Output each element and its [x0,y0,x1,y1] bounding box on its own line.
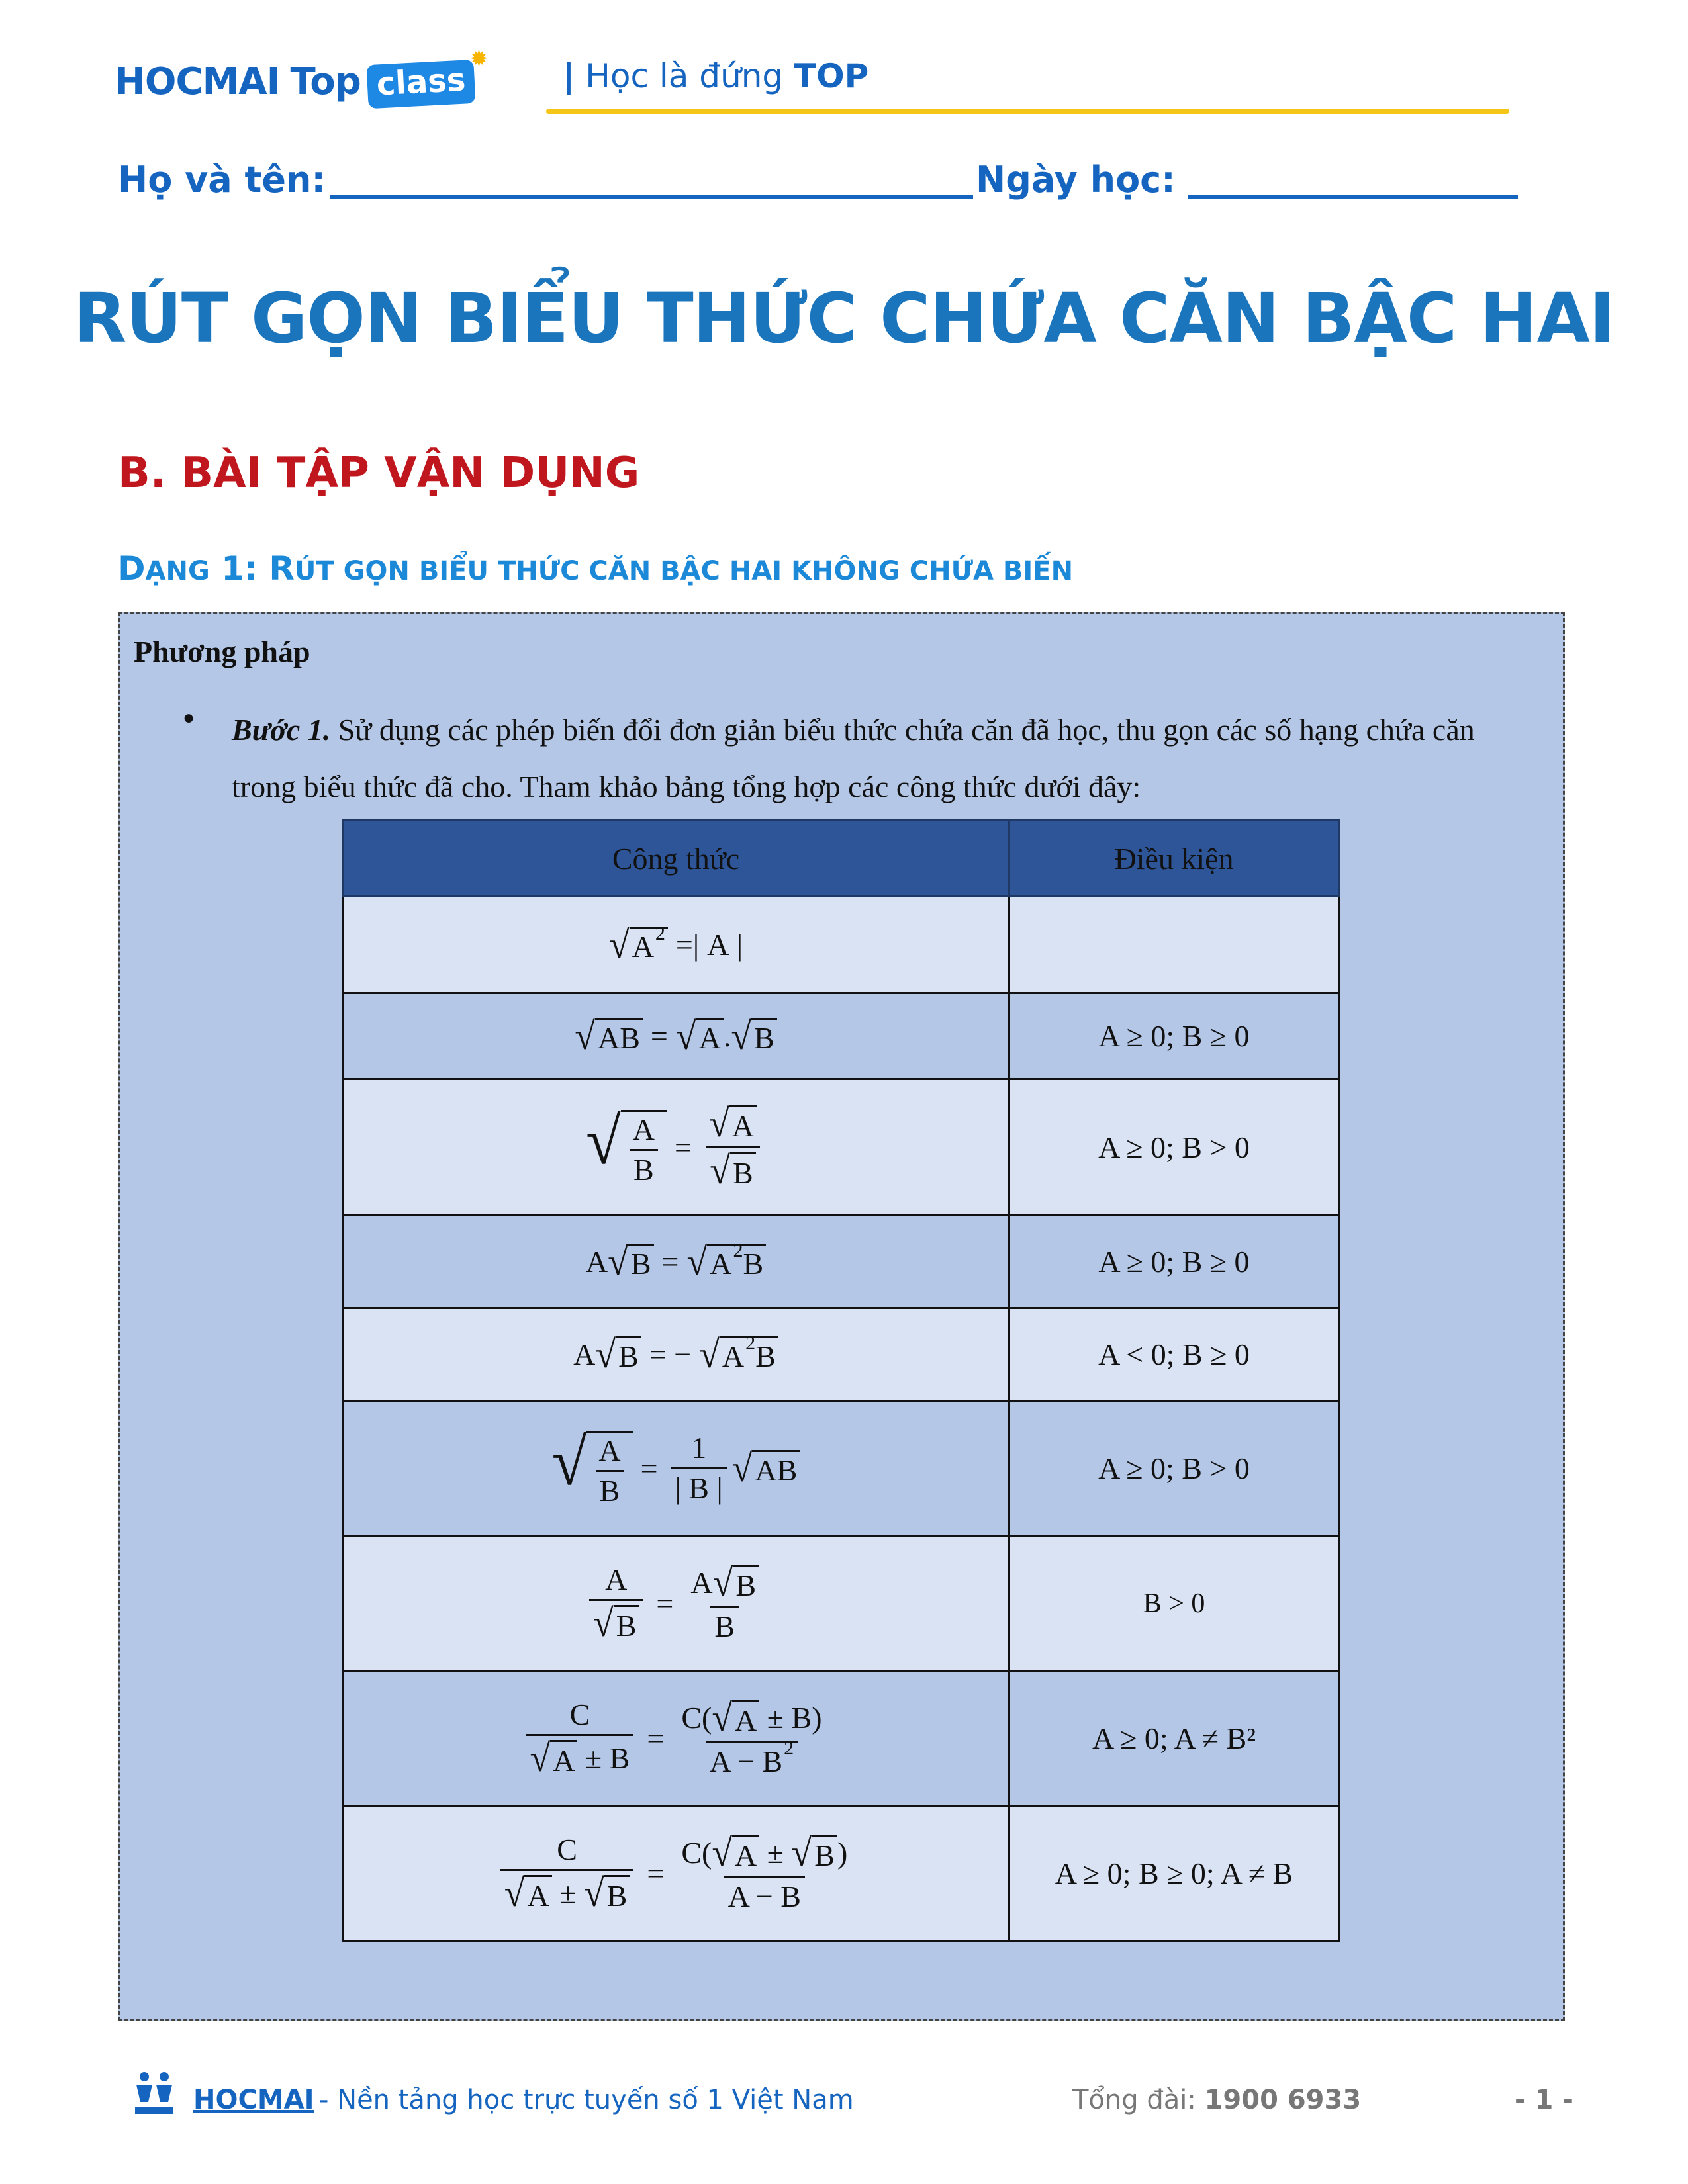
table-header-formula: Công thức [343,821,1009,897]
formula-rationalize-denominator: A √ B = A √ B B [584,1565,768,1642]
table-row [343,1216,1339,1308]
subsection-d: D [118,549,146,588]
step-body: Sử dụng các phép biến đổi đơn giản biểu thức chứa căn đã học, thu gọn các số hạng chứa căn trong biểu thức đã cho. Tham khảo bảng tổng hợp các công thức dưới đây: [232,713,1475,803]
method-title: Phương pháp [134,635,310,668]
hotline-label: Tổng đài: [1072,2085,1205,2115]
date-label: Ngày học: [976,159,1176,201]
formula-cell [343,897,1009,993]
logo-top: Top [290,60,361,103]
table-row [343,1671,1339,1806]
formula-cell [343,993,1009,1079]
slogan-text: Học là đứng [585,57,784,95]
formula-sqrt-quotient: √ $\frac{A}{B}$ = √ A √ B [586,1105,766,1189]
formula-cell [343,1401,1009,1536]
step-paragraph [232,702,1536,815]
table-row [343,897,1339,993]
formula-sqrt-product: √ AB = √ A . √ B [575,1018,776,1055]
condition-cell: A ≥ 0; B ≥ 0 [1009,993,1339,1079]
bullet-icon: ● [183,707,195,729]
formula-factor-in-negative: A √ B = − √ A 2 B [573,1336,778,1373]
footer-hotline [1072,2085,1361,2115]
name-label: Họ và tên: [118,159,326,201]
formula-cell [343,1308,1009,1401]
logo-brand: HOCMAI [115,60,280,103]
page-title: RÚT GỌN BIỂU THỨC CHỨA CĂN BẬC HAI [73,278,1615,359]
gear-icon: ✹ [469,46,489,71]
table-row [343,1806,1339,1941]
table-row [343,1079,1339,1216]
condition-cell: A ≥ 0; B ≥ 0 [1009,1216,1339,1308]
formula-cell [343,1216,1009,1308]
condition-cell: A < 0; B ≥ 0 [1009,1308,1339,1401]
formula-cell [343,1671,1009,1806]
footer-brand-link[interactable]: HOCMAI [193,2085,314,2115]
table-row [343,1401,1339,1536]
formula-sqrt-a-squared: √ A 2 =| A | [608,923,743,967]
condition-cell: A ≥ 0; B ≥ 0; A ≠ B [1009,1806,1339,1941]
subsection-heading [118,549,1073,588]
formula-cell [343,1079,1009,1216]
table-row [343,993,1339,1079]
section-heading: B. BÀI TẬP VẬN DỤNG [118,449,640,498]
formula-cell [343,1806,1009,1941]
formula-conjugate-two: C √ A ± √ B = C( √ A ± √ B ) A − B [495,1835,857,1912]
slogan [563,57,868,95]
hotline-number: 1900 6933 [1204,2085,1362,2115]
subsection-ang: ẠNG [145,556,210,586]
step-label: Bước 1. [232,713,331,747]
condition-cell: B > 0 [1009,1536,1339,1671]
table-header-condition: Điều kiện [1009,821,1339,897]
name-field-line [330,195,973,199]
subsection-one: 1: R [209,549,295,588]
page-number: - 1 - [1515,2085,1573,2115]
formula-table [342,819,1340,1942]
footer-tagline: - Nền tảng học trực tuyến số 1 Việt Nam [319,2085,854,2115]
formula-cell [343,1536,1009,1671]
condition-cell: A ≥ 0; A ≠ B² [1009,1671,1339,1806]
hocmai-people-icon [132,2070,176,2116]
formula-conjugate-one: C √ A ± B = C( √ A ± B) A − B 2 [520,1700,831,1777]
table-row [343,1536,1339,1671]
formula-factor-in: A √ B = √ A 2 B [586,1244,766,1281]
condition-cell: A ≥ 0; B > 0 [1009,1401,1339,1536]
table-row [343,1308,1339,1401]
divider-bar: | [563,57,575,95]
logo-class-badge: class [366,60,476,109]
slogan-underline [546,109,1509,114]
date-field-line [1188,195,1518,199]
condition-cell: A ≥ 0; B > 0 [1009,1079,1339,1216]
hocmai-topclass-logo [115,46,494,111]
subsection-rest: ÚT GỌN BIỂU THỨC CĂN BẬC HAI KHÔNG CHỨA BIẾN [294,556,1074,586]
formula-rationalize-quotient: √ $\frac{A}{B}$ = $\frac{1}{| B |}$ √ AB [552,1431,800,1506]
condition-cell [1009,897,1339,993]
slogan-strong: TOP [794,57,869,95]
